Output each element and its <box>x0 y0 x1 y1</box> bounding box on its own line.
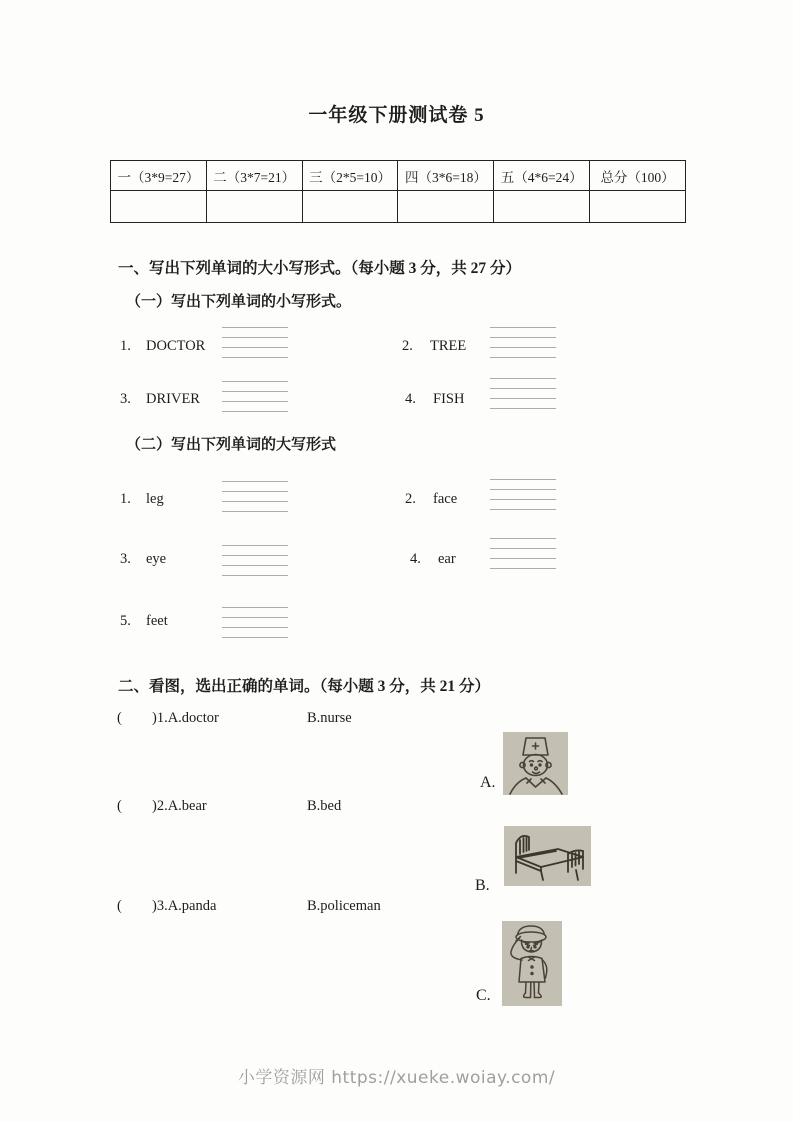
bed-sketch <box>504 826 591 886</box>
answer-paren: ( <box>117 898 122 914</box>
question-prompt: )3.A.panda <box>152 898 217 914</box>
item-word: DOCTOR <box>146 338 206 354</box>
score-value-cell-5 <box>494 191 590 223</box>
score-table-header-row <box>111 161 686 191</box>
score-value-cell-4 <box>398 191 494 223</box>
option-b: B.bed <box>307 798 342 814</box>
nurse-drawing <box>503 732 568 795</box>
image-label-b: B. <box>475 877 490 894</box>
score-value-cell-6 <box>590 191 686 223</box>
score-header-cell-3: 三（2*5=10） <box>302 161 398 191</box>
bed-drawing <box>504 826 591 886</box>
writing-guide <box>490 327 556 358</box>
score-header-cell-2: 二（3*7=21） <box>206 161 302 191</box>
writing-guide <box>222 481 288 512</box>
score-header-cell-5: 五（4*6=24） <box>494 161 590 191</box>
item-number: 4. <box>410 551 421 567</box>
item-word: ear <box>438 551 456 567</box>
item-word: TREE <box>430 338 467 354</box>
score-table-value-row <box>111 191 686 223</box>
section1-heading: 一、写出下列单词的大小写形式。（每小题 3 分，共 27 分） <box>118 260 522 277</box>
question-prompt: )1.A.doctor <box>152 710 219 726</box>
question-prompt: )2.A.bear <box>152 798 207 814</box>
option-b: B.nurse <box>307 710 352 726</box>
item-number: 5. <box>120 613 131 629</box>
item-number: 4. <box>405 391 416 407</box>
writing-guide <box>222 327 288 358</box>
writing-guide <box>490 538 556 569</box>
writing-guide <box>490 378 556 409</box>
image-label-c: C. <box>476 987 491 1004</box>
option-b: B.policeman <box>307 898 381 914</box>
score-value-cell-1 <box>111 191 207 223</box>
policeman-sketch <box>502 921 562 1006</box>
page-title: 一年级下册测试卷 5 <box>308 105 485 126</box>
writing-guide <box>222 545 288 576</box>
item-number: 1. <box>120 338 131 354</box>
item-number: 2. <box>405 491 416 507</box>
writing-guide <box>222 607 288 638</box>
score-header-cell-1: 一（3*9=27） <box>111 161 207 191</box>
score-value-cell-2 <box>206 191 302 223</box>
score-header-cell-4: 四（3*6=18） <box>398 161 494 191</box>
score-table <box>110 160 686 223</box>
image-label-a: A. <box>480 774 496 791</box>
nurse-sketch <box>503 732 568 795</box>
item-word: feet <box>146 613 168 629</box>
item-word: face <box>433 491 458 507</box>
answer-paren: ( <box>117 710 122 726</box>
item-number: 1. <box>120 491 131 507</box>
item-number: 3. <box>120 551 131 567</box>
section1-part2-heading: （二）写出下列单词的大写形式 <box>126 437 337 453</box>
answer-paren: ( <box>117 798 122 814</box>
policeman-drawing <box>502 921 562 1006</box>
watermark-footer: 小学资源网 https://xueke.woiay.com/ <box>237 1068 556 1088</box>
writing-guide <box>490 479 556 510</box>
writing-guide <box>222 381 288 412</box>
item-word: DRIVER <box>146 391 200 407</box>
item-word: leg <box>146 491 164 507</box>
item-word: FISH <box>433 391 465 407</box>
item-number: 3. <box>120 391 131 407</box>
score-header-cell-6: 总分（100） <box>590 161 686 191</box>
score-value-cell-3 <box>302 191 398 223</box>
item-word: eye <box>146 551 167 567</box>
item-number: 2. <box>402 338 413 354</box>
section2-heading: 二、看图，选出正确的单词。（每小题 3 分，共 21 分） <box>118 678 491 695</box>
section1-part1-heading: （一）写出下列单词的小写形式。 <box>126 294 352 310</box>
